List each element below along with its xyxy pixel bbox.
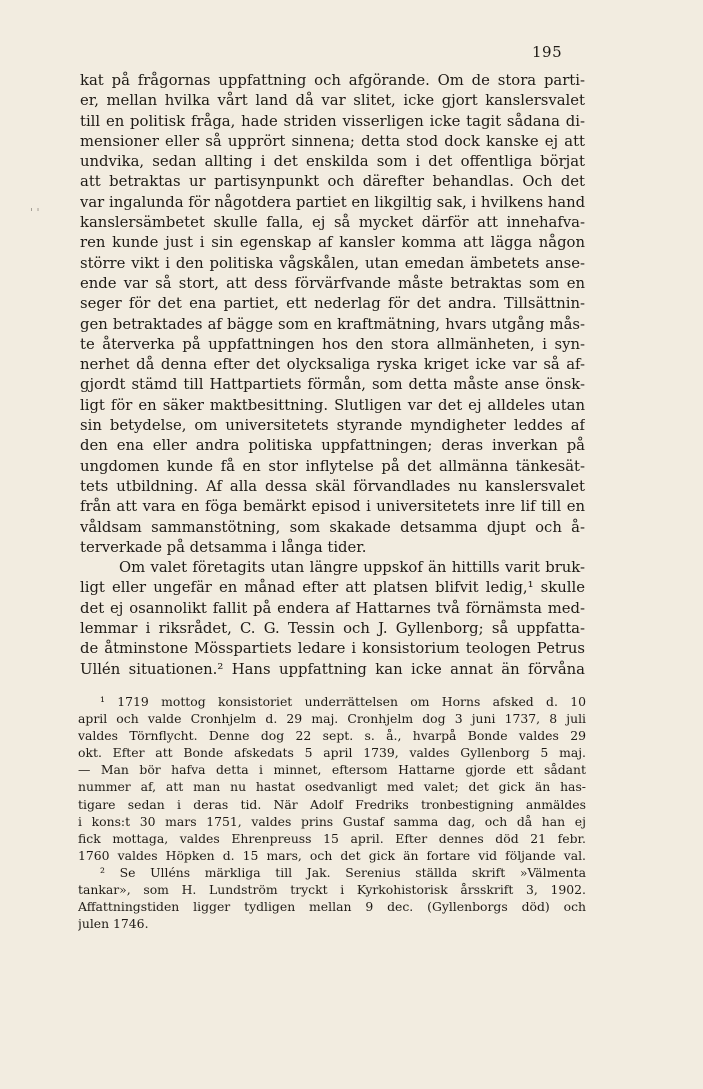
text-line: Om valet företagits utan längre uppskof än hittills varit bruk- [119, 559, 585, 577]
text-line: den ena eller andra politiska uppfattningen; deras inverkan på [80, 437, 585, 455]
text-line: sin betydelse, om universitetets styrande myndigheter leddes af [80, 417, 585, 435]
footnote-line: i kons:t 30 mars 1751, valdes prins Gustaf samma dag, och då han ej [78, 813, 586, 829]
footnote-line: julen 1746. [78, 916, 149, 932]
text-line: tets utbildning. Af alla dessa skäl förvandlades nu kanslersvalet [80, 477, 585, 495]
text-line: nerhet då denna efter det olycksaliga ryska kriget icke var så af- [80, 356, 585, 374]
footnote-line: valdes Törnflycht. Denne dog 22 sept. s. å., hvarpå Bonde valdes 29 [78, 728, 586, 744]
footnote-line: okt. Efter att Bonde afskedats 5 april 1739, valdes Gyllenborg 5 maj. [78, 745, 586, 761]
text-line: terverkade på detsamma i långa tider. [80, 538, 367, 556]
footnote-line: ¹ 1719 mottog konsistoriet underrättelsen om Horns afsked d. 10 [100, 694, 586, 709]
text-line: det ej osannolikt fallit på endera af Hattarnes två förnämsta med- [80, 599, 585, 617]
text-line: seger för det ena partiet, ett nederlag för det andra. Tillsättnin- [80, 295, 585, 313]
text-line: lemmar i riksrådet, C. G. Tessin och J. Gyllenborg; så uppfatta- [80, 620, 585, 638]
text-line: ende var så stort, att dess förvärfvande måste betraktas som en [80, 274, 585, 292]
text-line: kanslersämbetet skulle falla, ej så mycket därför att innehafva- [80, 214, 585, 232]
footnote-line: Affattningstiden ligger tydligen mellan 9 dec. (Gyllenborgs död) och [78, 899, 586, 915]
text-line: ungdomen kunde få en stor inflytelse på det allmänna tänkesät- [80, 457, 585, 475]
footnote-line: 1760 valdes Höpken d. 15 mars, och det gick än fortare vid följande val. [78, 847, 586, 863]
text-line: Ullén situationen.² Hans uppfattning kan icke annat än förvåna [80, 660, 585, 678]
footnote-line: — Man bör hafva detta i minnet, eftersom Hattarne gjorde ett sådant [78, 762, 586, 778]
text-line: de åtminstone Mösspartiets ledare i konsistorium teologen Petrus [80, 640, 585, 658]
footnote-line: tankar», som H. Lundström tryckt i Kyrkohistorisk årsskrift 3, 1902. [78, 882, 586, 898]
text-line: ligt för en säker maktbesittning. Slutligen var det ej alldeles utan [80, 396, 585, 414]
text-line: större vikt i den politiska vågskålen, utan emedan ämbetets anse- [80, 254, 585, 272]
text-line: att betraktas ur partisynpunkt och därefter behandlas. Och det [80, 173, 585, 191]
text-line: gjordt stämd till Hattpartiets förmån, som detta måste anse önsk- [80, 376, 585, 394]
footnotes [78, 693, 586, 932]
footnote-line: april och valde Cronhjelm d. 29 maj. Cronhjelm dog 3 juni 1737, 8 juli [78, 711, 586, 727]
text-line: er, mellan hvilka vårt land då var slitet, icke gjort kanslersvalet [80, 92, 585, 110]
body-text [80, 71, 585, 680]
text-line: gen betraktades af bägge som en kraftmätning, hvars utgång mås- [80, 315, 585, 333]
text-line: kat på frågornas uppfattning och afgörande. Om de stora parti- [80, 72, 585, 89]
footnote-line: tigare sedan i deras tid. När Adolf Fredriks tronbestigning anmäldes [78, 796, 586, 812]
footnote-line: ² Se Ulléns märkliga till Jak. Serenius ställda skrift »Välmenta [100, 864, 586, 880]
margin-mark: ' ' [30, 206, 40, 219]
text-line: från att vara en föga bemärkt episod i universitetets inre lif till en [80, 498, 585, 516]
page-number: 195 [532, 43, 563, 61]
text-line: till en politisk fråga, hade striden visserligen icke tagit sådana di- [80, 112, 585, 130]
footnote-line: nummer af, att man nu hastat osedvanligt med valet; det gick än has- [78, 779, 586, 795]
text-line: var ingalunda för någotdera partiet en likgiltig sak, i hvilkens hand [80, 193, 585, 211]
text-line: ren kunde just i sin egenskap af kansler komma att lägga någon [80, 234, 585, 252]
text-line: våldsam sammanstötning, som skakade detsamma djupt och å- [80, 518, 585, 536]
footnote-line: fick mottaga, valdes Ehrenpreuss 15 april. Efter dennes död 21 febr. [78, 830, 586, 846]
text-line: undvika, sedan allting i det enskilda som i det offentliga börjat [80, 153, 585, 171]
text-line: mensioner eller så upprört sinnena; detta stod dock kanske ej att [80, 132, 585, 150]
text-line: ligt eller ungefär en månad efter att platsen blifvit ledig,¹ skulle [80, 579, 585, 597]
text-line: te återverka på uppfattningen hos den stora allmänheten, i syn- [80, 335, 585, 353]
